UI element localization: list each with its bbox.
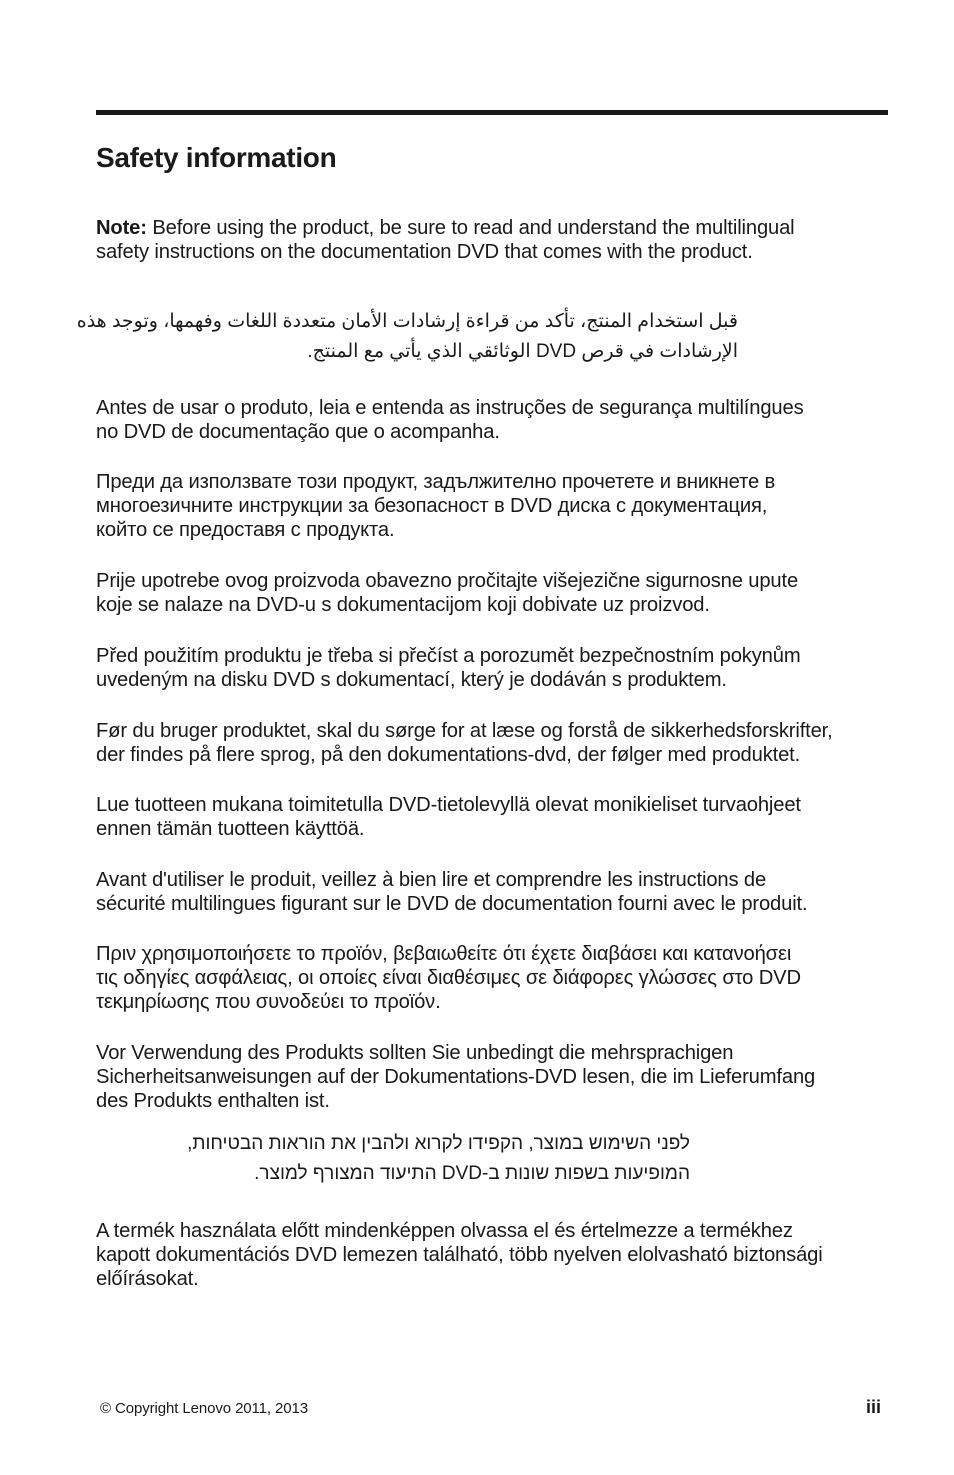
german-line-1: Vor Verwendung des Produkts sollten Sie unbedingt die mehrsprachigen bbox=[96, 1042, 734, 1064]
bulgarian-line-1: Преди да използвате този продукт, задължително прочетете и вникнете в bbox=[96, 471, 776, 493]
german-line-3: des Produkts enthalten ist. bbox=[96, 1090, 330, 1112]
greek-line-1: Πριν χρησιμοποιήσετε το προϊόν, βεβαιωθείτε ότι έχετε διαβάσει και κατανοήσει bbox=[96, 943, 792, 965]
hebrew-line-1: לפני השימוש במוצר, הקפידו לקרוא ולהבין את הוראות הבטיחות, bbox=[187, 1133, 690, 1154]
note-label: Note: bbox=[96, 217, 147, 239]
note-line-2: safety instructions on the documentation DVD that comes with the product. bbox=[96, 241, 753, 263]
arabic-paragraph bbox=[76, 307, 738, 367]
footer-copyright: © Copyright Lenovo 2011, 2013 bbox=[100, 1400, 309, 1417]
portuguese-paragraph bbox=[96, 396, 896, 444]
note-line-1: Before using the product, be sure to read and understand the multilingual bbox=[152, 217, 795, 239]
greek-paragraph bbox=[96, 942, 896, 1014]
hebrew-paragraph bbox=[96, 1129, 690, 1189]
hebrew-line-2: המופיעות בשפות שונות ב-DVD התיעוד המצורף למוצר. bbox=[254, 1163, 690, 1184]
french-line-1: Avant d'utiliser le produit, veillez à bien lire et comprendre les instructions de bbox=[96, 869, 767, 891]
finnish-paragraph bbox=[96, 793, 896, 841]
bulgarian-line-3: който се предоставя с продукта. bbox=[96, 519, 395, 541]
danish-paragraph bbox=[96, 719, 896, 767]
french-line-2: sécurité multilingues figurant sur le DVD de documentation fourni avec le produit. bbox=[96, 893, 808, 915]
hungarian-line-1: A termék használata előtt mindenképpen olvassa el és értelmezze a termékhez bbox=[96, 1220, 793, 1242]
croatian-line-2: koje se nalaze na DVD-u s dokumentacijom koji dobivate uz proizvod. bbox=[96, 594, 710, 616]
hungarian-paragraph bbox=[96, 1219, 896, 1291]
german-paragraph bbox=[96, 1041, 896, 1113]
page-title: Safety information bbox=[96, 142, 337, 173]
croatian-paragraph bbox=[96, 569, 896, 617]
french-paragraph bbox=[96, 868, 896, 916]
page-number: iii bbox=[865, 1397, 881, 1417]
czech-line-2: uvedeným na disku DVD s dokumentací, který je dodáván s produktem. bbox=[96, 669, 727, 691]
czech-line-1: Před použitím produktu je třeba si přečíst a porozumět bezpečnostním pokynům bbox=[96, 645, 801, 667]
top-rule bbox=[96, 110, 888, 115]
finnish-line-1: Lue tuotteen mukana toimitetulla DVD-tietolevyllä olevat monikieliset turvaohjeet bbox=[96, 794, 801, 816]
danish-line-1: Før du bruger produktet, skal du sørge for at læse og forstå de sikkerhedsforskrifter, bbox=[96, 720, 833, 742]
danish-line-2: der findes på flere sprog, på den dokumentations-dvd, der følger med produktet. bbox=[96, 744, 801, 766]
hungarian-line-3: előírásokat. bbox=[96, 1268, 199, 1290]
portuguese-line-1: Antes de usar o produto, leia e entenda as instruções de segurança multilíngues bbox=[96, 397, 804, 419]
greek-line-3: τεκμηρίωσης που συνοδεύει το προϊόν. bbox=[96, 991, 441, 1013]
hungarian-line-2: kapott dokumentációs DVD lemezen található, több nyelven elolvasható biztonsági bbox=[96, 1244, 823, 1266]
croatian-line-1: Prije upotrebe ovog proizvoda obavezno pročitajte višejezične sigurnosne upute bbox=[96, 570, 799, 592]
finnish-line-2: ennen tämän tuotteen käyttöä. bbox=[96, 818, 365, 840]
czech-paragraph bbox=[96, 644, 896, 692]
german-line-2: Sicherheitsanweisungen auf der Dokumentations-DVD lesen, die im Lieferumfang bbox=[96, 1066, 816, 1088]
greek-line-2: τις οδηγίες ασφάλειας, οι οποίες είναι διαθέσιμες σε διάφορες γλώσσες στο DVD bbox=[96, 967, 801, 989]
bulgarian-paragraph bbox=[96, 470, 896, 542]
arabic-line-2: الإرشادات في قرص DVD الوثائقي الذي يأتي مع المنتج. bbox=[307, 341, 738, 362]
bulgarian-line-2: многоезичните инструкции за безопасност в DVD диска с документация, bbox=[96, 495, 768, 517]
portuguese-line-2: no DVD de documentação que o acompanha. bbox=[96, 421, 500, 443]
arabic-line-1: قبل استخدام المنتج، تأكد من قراءة إرشادات الأمان متعددة اللغات وفهمها، وتوجد هذه bbox=[76, 311, 738, 332]
note-paragraph bbox=[96, 216, 896, 264]
